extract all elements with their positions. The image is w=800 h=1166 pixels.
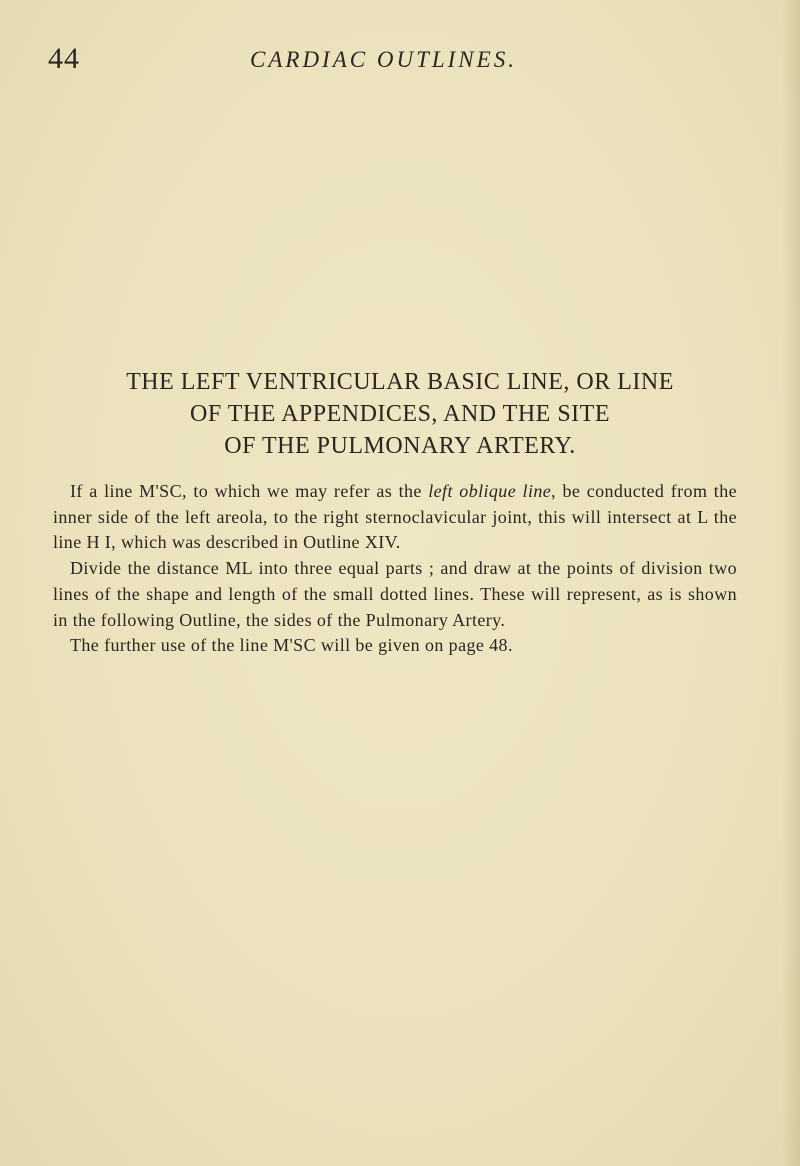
page-edge-shadow <box>782 0 800 1166</box>
paragraph: The further use of the line M'SC will be given on page 48. <box>70 635 513 656</box>
italic-term: left oblique line <box>428 481 552 501</box>
paragraph <box>53 479 737 556</box>
paragraph-text: , be conducted from the inner side of the left areola, to the right sternoclavicular joint, this will intersect at L the line H I, which was described in Outline XIV. <box>53 481 737 553</box>
running-head: CARDIAC OUTLINES. <box>250 47 517 72</box>
page-number: 44 <box>48 42 80 75</box>
section-title-line: OF THE PULMONARY ARTERY. <box>224 433 576 459</box>
paragraph-text: If a line M'SC, to which we may refer as the <box>70 481 429 501</box>
section-title-line: OF THE APPENDICES, AND THE SITE <box>190 401 610 427</box>
section-title-line: THE LEFT VENTRICULAR BASIC LINE, OR LINE <box>126 369 674 395</box>
body-text <box>53 479 737 659</box>
paragraph: Divide the distance ML into three equal parts ; and draw at the points of division two lines of the shape and length of the small dotted lines. These will represent, as is shown in the following Outline, the sides of the Pulmonary Artery. <box>53 558 737 630</box>
section-title <box>40 366 760 462</box>
